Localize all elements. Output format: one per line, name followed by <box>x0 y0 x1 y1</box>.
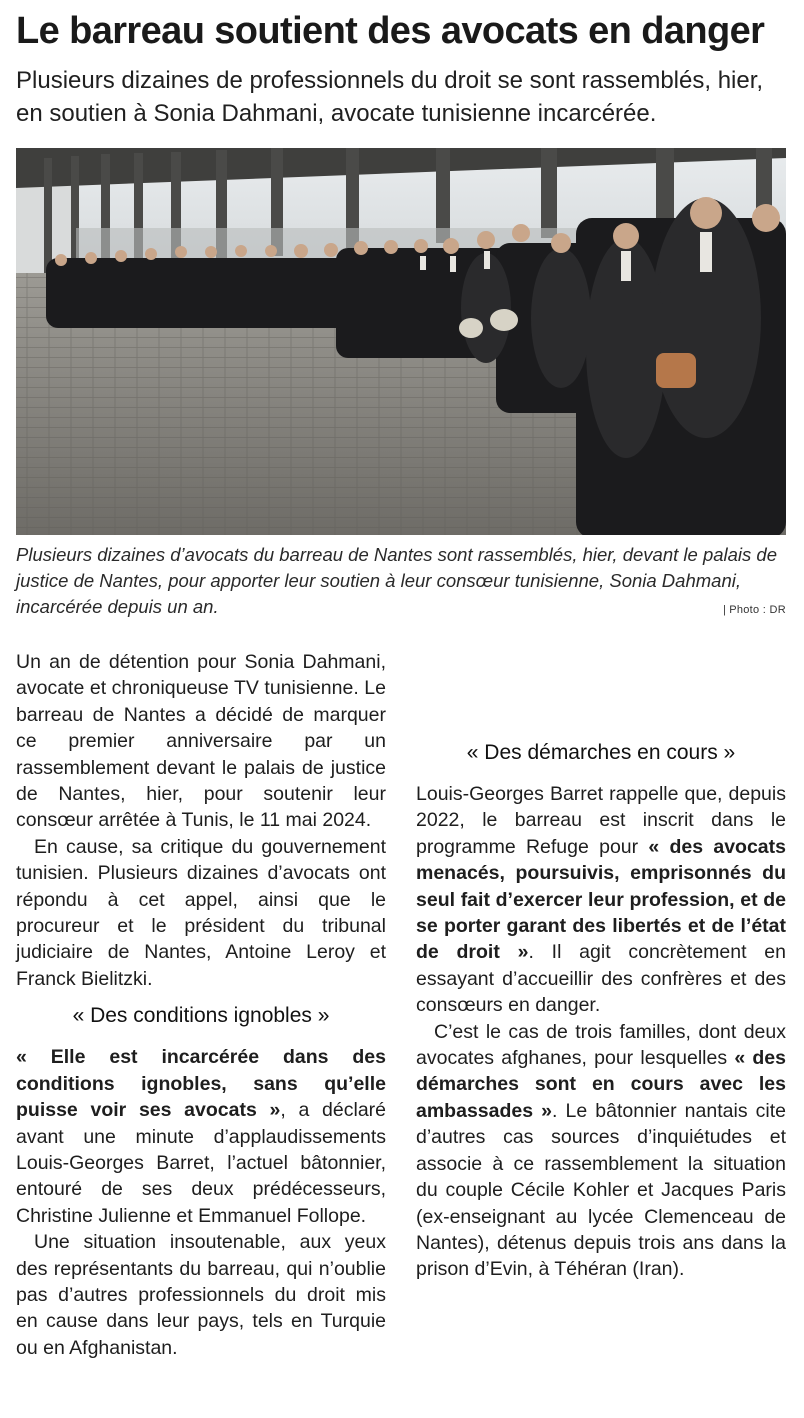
quote-bold: « des avocats menacés, poursuivis, emprisonnés du seul fait d’exercer leur profession, et de se porter garant des libertés et de l’état de droit » <box>416 835 786 964</box>
article-paragraph: C’est le cas de trois familles, dont deux avocates afghanes, pour lesquelles « des démarches sont en cours avec les ambassades ». Le bâtonnier nantais cite d’autres cas sources d’inquiétudes et associe à ce rassemblement la situation du couple Cécile Kohler et Jacques Paris (ex-enseignant au lycée Clemenceau de Nantes), détenus depuis trois ans dans la prison d’Evin, à Téhéran (Iran). <box>416 1020 786 1281</box>
article-standfirst: Plusieurs dizaines de professionnels du droit se sont rassemblés, hier, en soutien à Sonia Dahmani, avocate tunisienne incarcérée. <box>16 67 764 127</box>
article-paragraph: Une situation insoutenable, aux yeux des représentants du barreau, qui n’oublie pas d’autres professionnels du droit mis en cause dans leur pays, tels en Turquie ou en Afghanistan. <box>16 1231 386 1359</box>
photo-credit: | Photo : DR <box>723 604 786 616</box>
quote-bold: « Elle est incarcérée dans des conditions ignobles, sans qu’elle puisse voir ses avocats » <box>16 1046 386 1122</box>
article-photo <box>16 148 786 535</box>
article-column-left <box>16 649 386 1361</box>
gathering-photo-illustration <box>16 148 786 535</box>
article-paragraph: Louis-Georges Barret rappelle que, depuis 2022, le barreau est inscrit dans le programme Refuge pour « des avocats menacés, poursuivis, emprisonnés du seul fait d’exercer leur profession, et de se porter garant des libertés et de l’état de droit ». Il agit concrètement en essayant d’accueillir des confrères et des consœurs en danger. <box>416 783 786 1017</box>
quote-bold: « des démarches sont en cours avec les ambassades » <box>416 1047 786 1122</box>
article-column-right <box>416 649 786 1283</box>
photo-caption: Plusieurs dizaines d’avocats du barreau de Nantes sont rassemblés, hier, devant le palais de justice de Nantes, pour apporter leur soutien à leur consœur tunisienne, Sonia Dahmani, incarcérée depuis un an. <box>16 544 777 617</box>
article-paragraph: « Elle est incarcérée dans des conditions ignobles, sans qu’elle puisse voir ses avocats », a déclaré avant une minute d’applaudissements Louis-Georges Barret, l’actuel bâtonnier, entouré de ses deux prédécesseurs, Christine Julienne et Emmanuel Follope. <box>16 1046 387 1227</box>
article-paragraph: Un an de détention pour Sonia Dahmani, avocate et chroniqueuse TV tunisienne. Le barreau de Nantes a décidé de marquer ce premier anniversaire par un rassemblement devant le palais de justice de Nantes, hier, pour soutenir leur consœur arrêtée à Tunis, le 11 mai 2024. <box>16 651 386 832</box>
article-headline: Le barreau soutient des avocats en danger <box>16 10 765 52</box>
article-subhead: « Des démarches en cours » <box>466 741 736 764</box>
article-paragraph: En cause, sa critique du gouvernement tunisien. Plusieurs dizaines d’avocats ont répondu à cet appel, ainsi que le procureur et le président du tribunal judiciaire de Nantes, Antoine Leroy et Franck Bielitzki. <box>16 835 386 990</box>
article-subhead: « Des conditions ignobles » <box>72 1004 330 1028</box>
